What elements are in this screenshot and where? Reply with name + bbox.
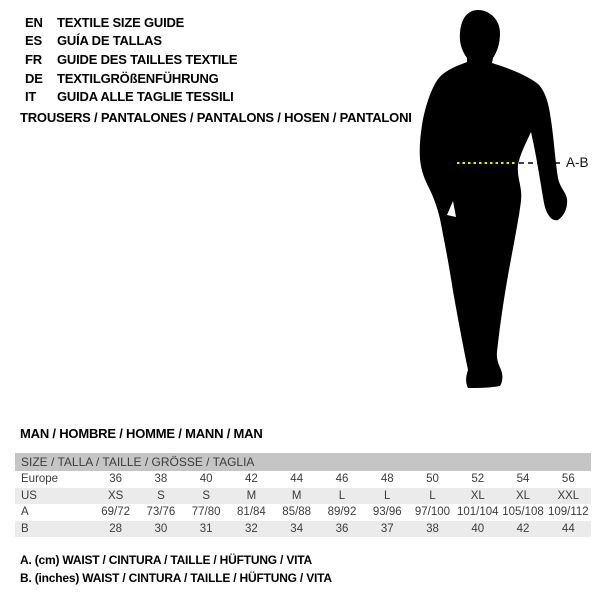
language-code: FR <box>25 51 42 67</box>
row-label: B <box>21 522 29 535</box>
waist-measure-label: A-B <box>566 155 589 170</box>
cell: S <box>157 489 165 502</box>
cell: 81/84 <box>237 506 266 519</box>
cell: 42 <box>245 473 258 486</box>
cell: 101/104 <box>456 506 499 519</box>
gender-title: MAN / HOMBRE / HOMME / MANN / MAN <box>20 426 263 441</box>
table-row-us <box>15 488 591 505</box>
cell: 32 <box>245 522 258 535</box>
cell: 37 <box>380 522 394 535</box>
cell: S <box>202 489 210 502</box>
cell: 48 <box>380 473 394 486</box>
size-table <box>15 453 591 537</box>
cell: M <box>291 489 302 502</box>
language-label: GUIDA ALLE TAGLIE TESSILI <box>57 89 234 105</box>
language-row-de <box>25 69 237 88</box>
cell: 38 <box>154 473 168 486</box>
cell: XXL <box>557 489 580 502</box>
table-row-europe <box>15 471 591 488</box>
cell: 97/100 <box>414 506 451 519</box>
cell: 89/92 <box>327 506 357 519</box>
table-row-a-cm <box>15 504 591 521</box>
figure-area <box>410 0 600 420</box>
cell: 77/80 <box>191 506 221 519</box>
language-list <box>25 13 237 106</box>
language-code: EN <box>25 14 43 30</box>
cell: 31 <box>199 522 213 535</box>
cell: 40 <box>471 522 485 535</box>
cell: 85/88 <box>282 506 312 519</box>
cell: L <box>429 489 436 502</box>
language-label: GUÍA DE TALLAS <box>57 33 162 49</box>
cell: 46 <box>335 473 349 486</box>
cell: 56 <box>561 473 575 486</box>
measurement-notes <box>20 553 332 588</box>
language-code: ES <box>25 33 42 49</box>
cell: XS <box>107 489 124 502</box>
cell: 44 <box>561 522 575 535</box>
cell: 54 <box>516 473 530 486</box>
language-code: DE <box>25 70 43 86</box>
cell: 28 <box>109 522 123 535</box>
cell: 38 <box>426 522 439 535</box>
row-label: US <box>21 489 37 502</box>
cell: 52 <box>471 473 485 486</box>
language-row-fr <box>25 50 237 69</box>
cell: L <box>338 489 346 502</box>
language-code: IT <box>25 89 37 105</box>
size-table-header: SIZE / TALLA / TAILLE / GRÖSSE / TAGLIA <box>21 455 255 469</box>
language-row-en <box>25 13 237 32</box>
cell: 36 <box>109 473 123 486</box>
cell: 93/96 <box>372 506 402 519</box>
note-b: B. (inches) WAIST / CINTURA / TAILLE / HÜFTUNG / VITA <box>20 570 332 585</box>
cell: 69/72 <box>101 506 131 519</box>
row-label: Europe <box>21 473 59 486</box>
language-label: TEXTILE SIZE GUIDE <box>57 14 185 30</box>
cell: 73/76 <box>146 506 176 519</box>
cell: XL <box>470 489 485 502</box>
cell: 40 <box>199 473 213 486</box>
cell: 44 <box>290 473 304 486</box>
size-table-header-row <box>15 453 591 471</box>
language-row-it <box>25 87 237 106</box>
man-silhouette-body <box>420 10 567 388</box>
cell: 105/108 <box>502 506 544 519</box>
cell: XL <box>515 489 531 502</box>
cell: 50 <box>426 473 439 486</box>
language-label: GUIDE DES TAILLES TEXTILE <box>57 51 238 67</box>
cell: 42 <box>516 522 530 535</box>
cell: 109/112 <box>547 506 589 519</box>
language-row-es <box>25 32 237 51</box>
cell: 34 <box>290 522 304 535</box>
cell: 36 <box>335 522 349 535</box>
row-label: A <box>21 506 29 519</box>
note-a: A. (cm) WAIST / CINTURA / TAILLE / HÜFTUNG / VITA <box>20 553 312 567</box>
man-silhouette <box>410 0 600 420</box>
category-title: TROUSERS / PANTALONES / PANTALONS / HOSEN / PANTALONI <box>20 110 412 125</box>
language-label: TEXTILGRÖßENFÜHRUNG <box>57 70 219 86</box>
cell: M <box>246 489 257 502</box>
cell: 30 <box>154 522 168 535</box>
table-row-b-inches <box>15 521 591 538</box>
cell: L <box>384 489 391 502</box>
